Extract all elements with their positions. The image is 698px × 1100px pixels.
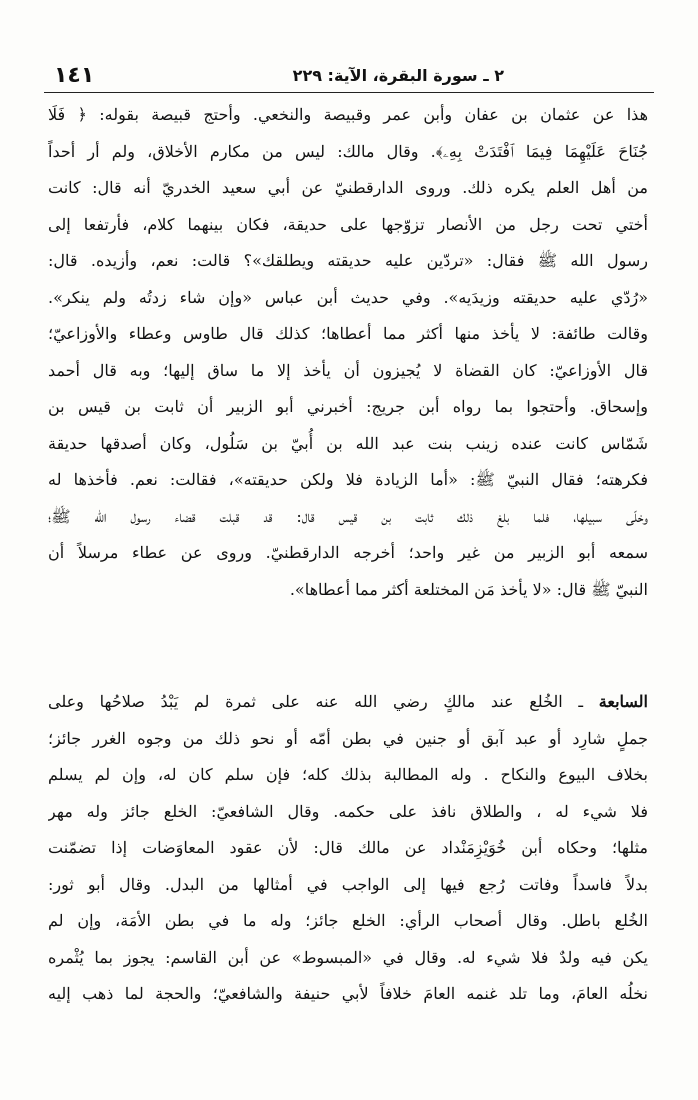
text-line: فلا شيء له ، والطلاق نافذ على حكمه. وقال الشافعيّ: الخلع جائز وله مهر: [48, 801, 648, 821]
text-line: مثلها؛ وحكاه أبن خُوَيْزِمَنْداد عن مالك قال: لأن عقود المعاوَضات إذا تضمّنت: [48, 838, 648, 857]
text-line: جملٍ شارِد أو عبد آبق أو جنين في بطن أمّه أو نحو ذلك من وجوه الغرر جائز؛: [48, 728, 648, 748]
text-line: الخُلع باطل. وقال أصحاب الرأي: الخلع جائز؛ وله ما في بطن الأمَة، وإن لم: [48, 911, 648, 930]
text-line: بدلاً فاسداً وفاتت رُجع فيها إلى الواجب في أمثالها من البدل. وقال أبو ثور:: [48, 874, 648, 894]
text-line: شَمّاس كانت عنده زينب بنت عبد الله بن أُبيّ بن سَلُول، وكان أصدقها حديقة: [48, 433, 648, 453]
text-line: جُنَاحَ عَلَيْهِمَا فِيمَا ٱفْتَدَتْ بِهِۦ﴾. وقال مالك: ليس من مكارم الأخلاق، ولم أر أحداً: [48, 141, 648, 161]
text-line: «رُدّي عليه حديقته وزيدَيه». وفي حديث أبن عباس «وإن شاء زدتُه ولم ينكر».: [48, 287, 648, 307]
text-line: فكرهته؛ فقال النبيّ ﷺ: «أما الزيادة فلا ولكن حديقته»، فقالت: نعم. فأخذها له: [48, 470, 648, 489]
text-line: بخلاف البيوع والنكاح . وله المطالبة بذلك كله؛ فإن سلم كان له، وإن لم يسلم: [48, 765, 648, 784]
text-line: يكن فيه ولدٌ فلا شيء له. وقال في «المبسوط» عن أبن القاسم: يجوز بما يُثْمره: [48, 947, 648, 967]
text-line: وإسحاق. وأحتجوا بما رواه أبن جريج: أخبرني أبو الزبير أن ثابت بن قيس بن: [48, 397, 648, 416]
text-line: [48, 684, 648, 721]
text-line: أختي تحت رجل من الأنصار تزوّجها على حديقة، فكان بينهما كلام، فأرتفعا إلى: [48, 214, 648, 234]
text-line: وخلّى سبيلها، فلما بلغ ذلك ثابت بن قيس قال: قد قبلت قضاء رسول الله ﷺ؛: [48, 506, 648, 526]
text-line: قال الأوزاعيّ: كان القضاة لا يُجيزون أن يأخذ إلا ما ساق إليها؛ وبه قال أحمد: [48, 360, 648, 380]
running-title: ٢ ـ سورة البقرة، الآية: ٢٢٩: [292, 65, 504, 85]
text-line: وقالت طائفة: لا يأخذ منها أكثر مما أعطاها؛ كذلك قال طاوس وعطاء والأوزاعيّ؛: [48, 324, 648, 343]
paragraph-two: [48, 684, 648, 1013]
page-number: ١٤١: [54, 62, 95, 88]
text-line-rest: ـ الخُلع عند مالكٍ رضي الله عنه على ثمرة لم يَبْدُ صلاحُها وعلى: [48, 692, 599, 711]
text-line: من أهل العلم يكره ذلك. وروى الدارقطنيّ عن أبي سعيد الخدريّ أنه قال: كانت: [48, 178, 648, 197]
text-line: نخلُه العامَ، وما تلد غنمه العامَ خلافاً لأبي حنيفة والشافعيّ؛ والحجة لما ذهب إليه: [48, 984, 648, 1003]
text-line: سمعه أبو الزبير من غير واحد؛ أخرجه الدارقطنيّ. وروى عن عطاء مرسلاً أن: [48, 543, 648, 562]
page-header: [44, 58, 654, 93]
text-line: النبيّ ﷺ قال: «لا يأخذ مَن المختلعة أكثر مما أعطاها».: [289, 579, 648, 599]
text-line: هذا عن عثمان بن عفان وأبن عمر وقبيصة والنخعي. وأحتج قبيصة بقوله: ﴿ فَلَا: [48, 105, 648, 124]
text-line: رسول الله ﷺ فقال: «تردّين عليه حديقته ويطلقك»؟ قالت: نعم، وأزيده. قال:: [48, 251, 648, 270]
section-label: السابعة: [598, 692, 648, 711]
paragraph-one: [48, 97, 648, 608]
